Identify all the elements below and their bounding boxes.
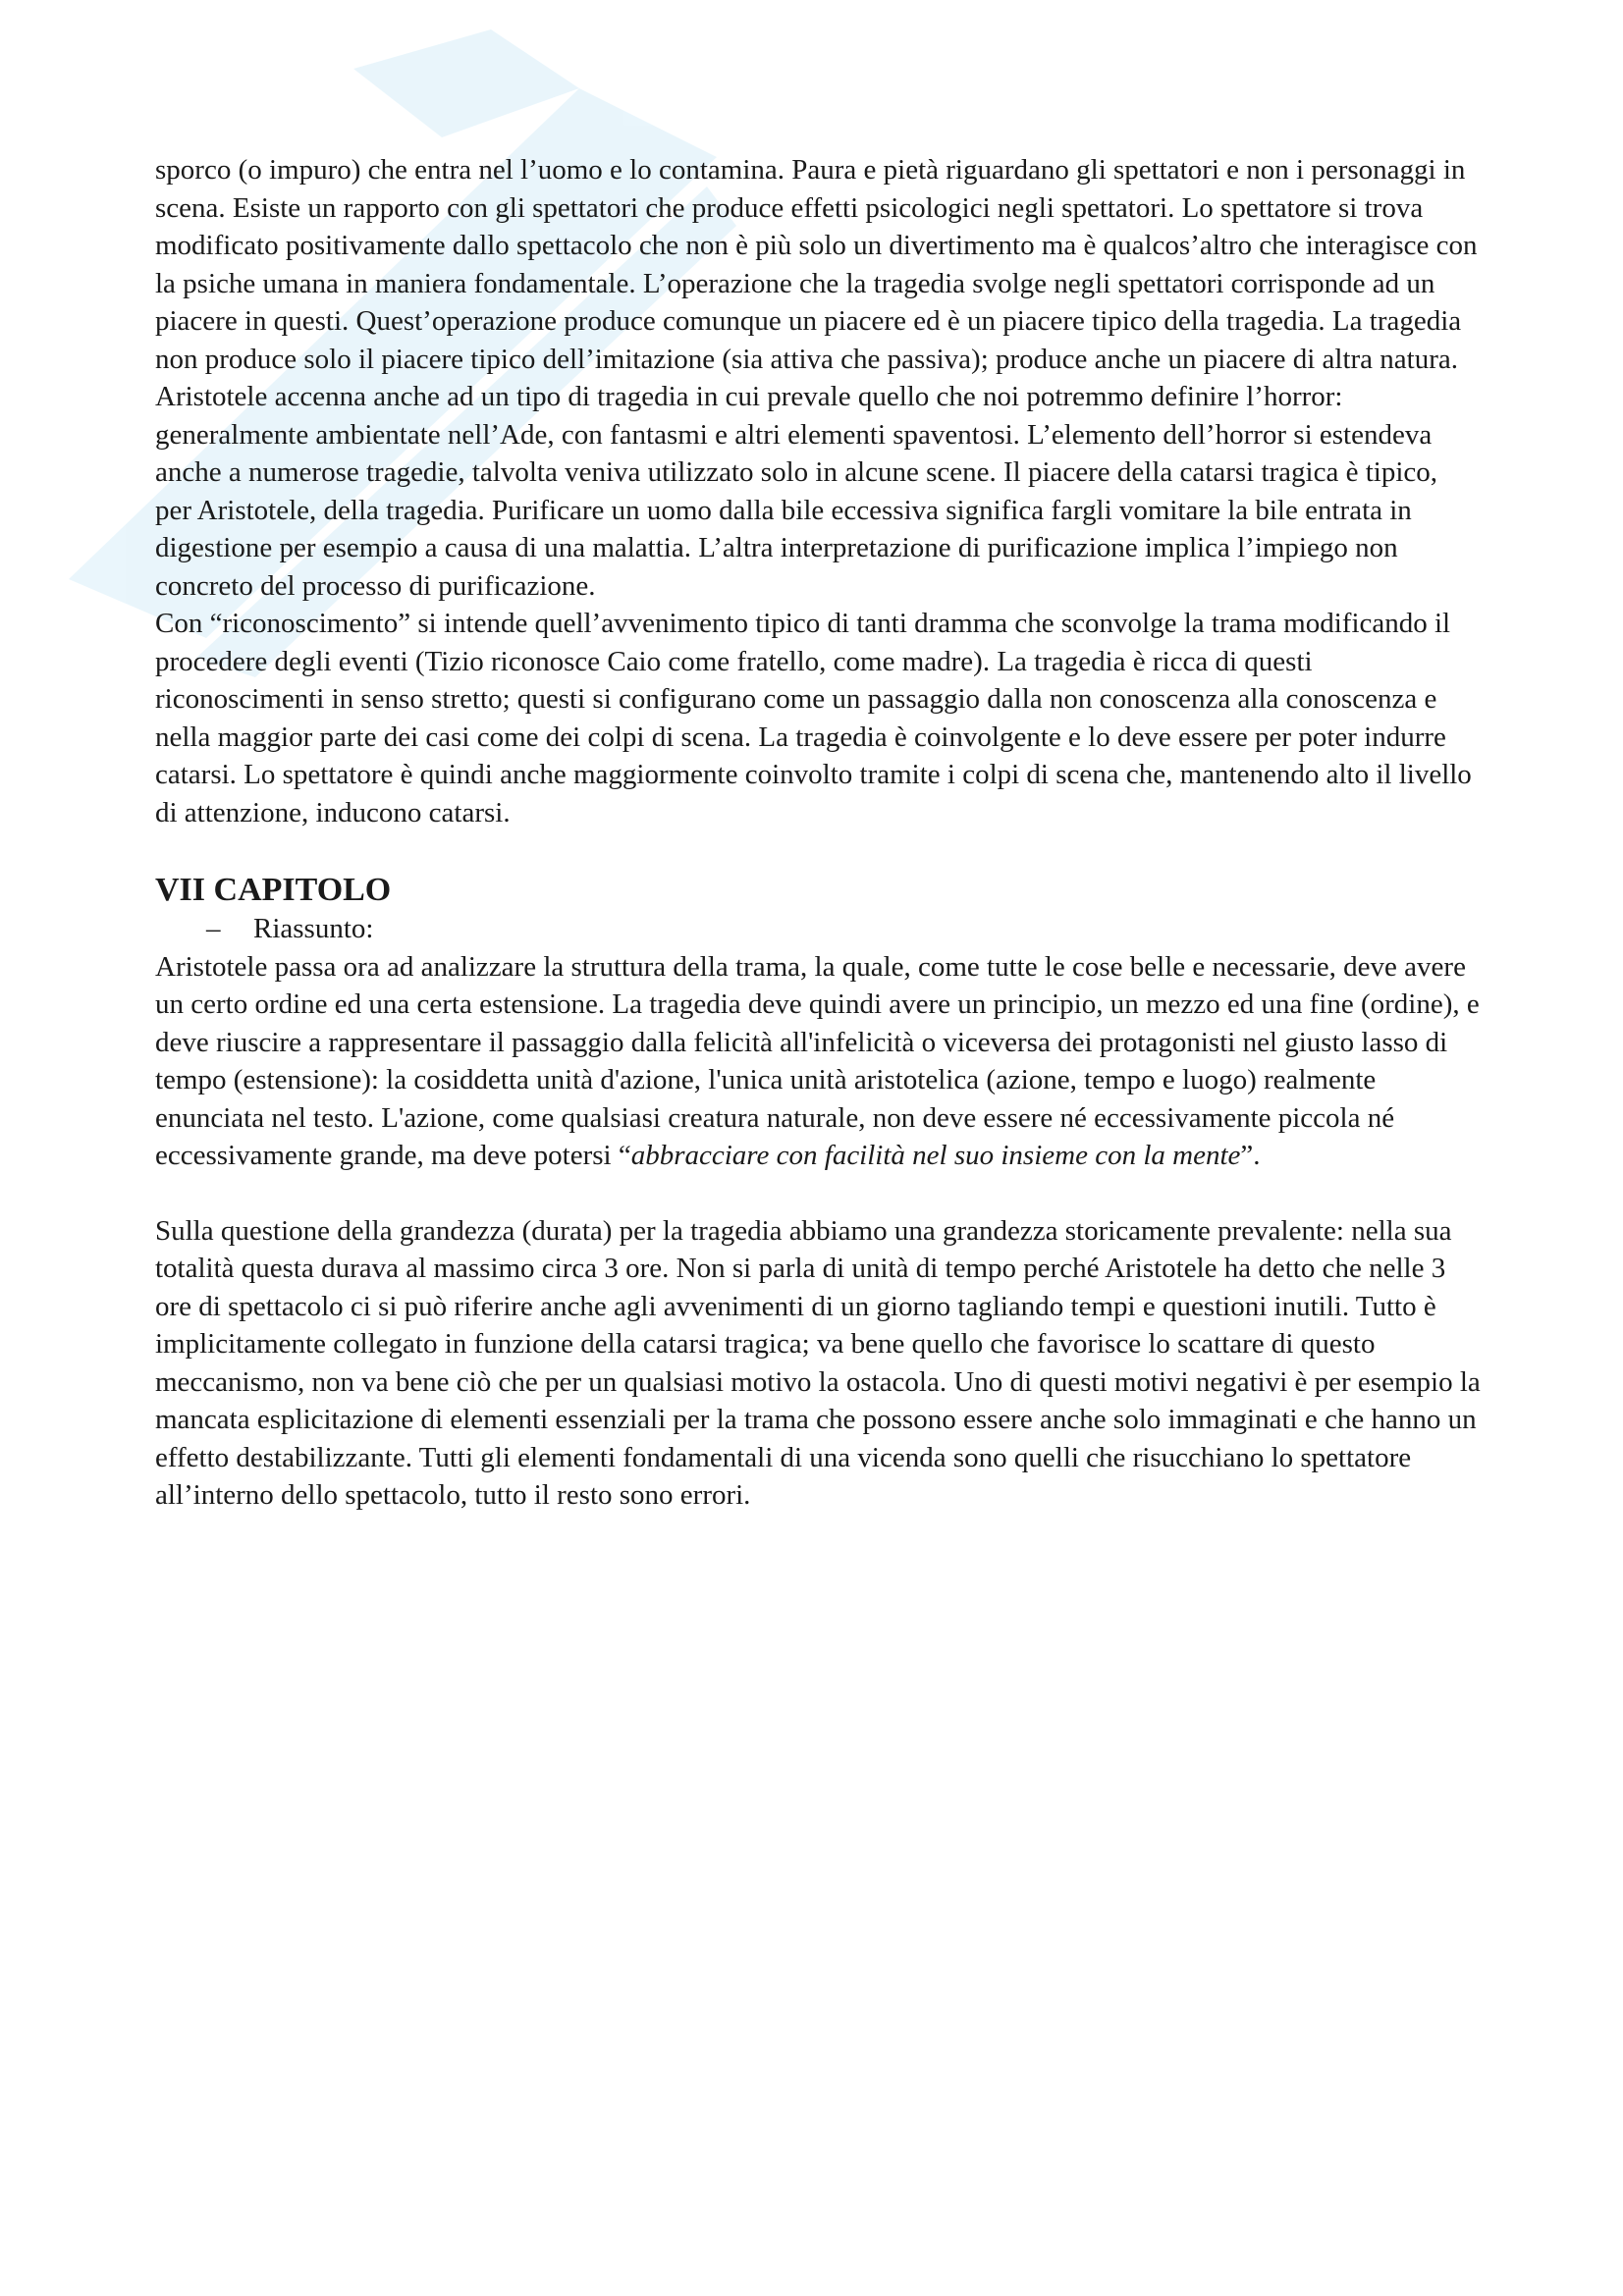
summary-tail-text: ”. xyxy=(1240,1140,1261,1171)
summary-quote: abbracciare con facilità nel suo insieme con la mente xyxy=(630,1140,1241,1171)
document-page xyxy=(155,151,1481,1515)
paragraph-riconoscimento: Con “riconoscimento” si intende quell’avvenimento tipico di tanti dramma che sconvolge la trama modificando il procedere degli eventi (Tizio riconosce Caio come fratello, come madre). La tragedia è ricca di questi riconoscimenti in senso stretto; questi si configurano come un passaggio dalla non conoscenza alla conoscenza e nella maggior parte dei casi come dei colpi di scena. La tragedia è coinvolgente e lo deve essere per poter indurre catarsi. Lo spettatore è quindi anche maggiormente coinvolto tramite i colpi di scena che, mantenendo alto il livello di attenzione, inducono catarsi. xyxy=(155,608,1472,828)
summary-list-item xyxy=(155,910,1481,948)
summary-label: Riassunto: xyxy=(253,913,374,944)
paragraph-catarsi: sporco (o impuro) che entra nel l’uomo e lo contamina. Paura e pietà riguardano gli spettatori e non i personaggi in scena. Esiste un rapporto con gli spettatori che produce effetti psicologici negli spettatori. Lo spettatore si trova modificato positivamente dallo spettacolo che non è più solo un divertimento ma è qualcos’altro che interagisce con la psiche umana in maniera fondamentale. L’operazione che la tragedia svolge negli spettatori corrisponde ad un piacere in questi. Quest’operazione produce comunque un piacere ed è un piacere tipico della tragedia. La tragedia non produce solo il piacere tipico dell’imitazione (sia attiva che passiva); produce anche un piacere di altra natura. Aristotele accenna anche ad un tipo di tragedia in cui prevale quello che noi potremmo definire l’horror: generalmente ambientate nell’Ade, con fantasmi e altri elementi spaventosi. L’elemento dell’horror si estendeva anche a numerose tragedie, talvolta veniva utilizzato solo in alcune scene. Il piacere della catarsi tragica è tipico, per Aristotele, della tragedia. Purificare un uomo dalla bile eccessiva significa fargli vomitare la bile entrata in digestione per esempio a causa di una malattia. L’altra interpretazione di purificazione implica l’impiego non concreto del processo di purificazione. xyxy=(155,154,1478,602)
paragraph-grandezza: Sulla questione della grandezza (durata) per la tragedia abbiamo una grandezza storicamente prevalente: nella sua totalità questa durava al massimo circa 3 ore. Non si parla di unità di tempo perché Aristotele ha detto che nelle 3 ore di spettacolo ci si può riferire anche agli avvenimenti di un giorno tagliando tempi e questioni inutili. Tutto è implicitamente collegato in funzione della catarsi tragica; va bene quello che favorisce lo scattare di questo meccanismo, non va bene ciò che per un qualsiasi motivo la ostacola. Uno di questi motivi negativi è per esempio la mancata esplicitazione di elementi essenziali per la trama che possono essere anche solo immaginati e che hanno un effetto destabilizzante. Tutti gli elementi fondamentali di una vicenda sono quelli che risucchiano lo spettatore all’interno dello spettacolo, tutto il resto sono errori. xyxy=(155,1214,1481,1511)
list-dash: – xyxy=(206,913,221,944)
chapter-title: VII CAPITOLO xyxy=(155,872,392,908)
paragraph-summary xyxy=(155,948,1481,1175)
paragraph-gap xyxy=(155,1175,1481,1212)
summary-lead-text: Aristotele passa ora ad analizzare la struttura della trama, la quale, come tutte le cose belle e necessarie, deve avere un certo ordine ed una certa estensione. La tragedia deve quindi avere un principio, un mezzo ed una fine (ordine), e deve riuscire a rappresentare il passaggio dalla felicità all'infelicità o viceversa dei protagonisti nel giusto lasso di tempo (estensione): la cosiddetta unità d'azione, l'unica unità aristotelica (azione, tempo e luogo) realmente enunciata nel testo. L'azione, come qualsiasi creatura naturale, non deve essere né eccessivamente piccola né eccessivamente grande, ma deve potersi “ xyxy=(155,950,1480,1171)
